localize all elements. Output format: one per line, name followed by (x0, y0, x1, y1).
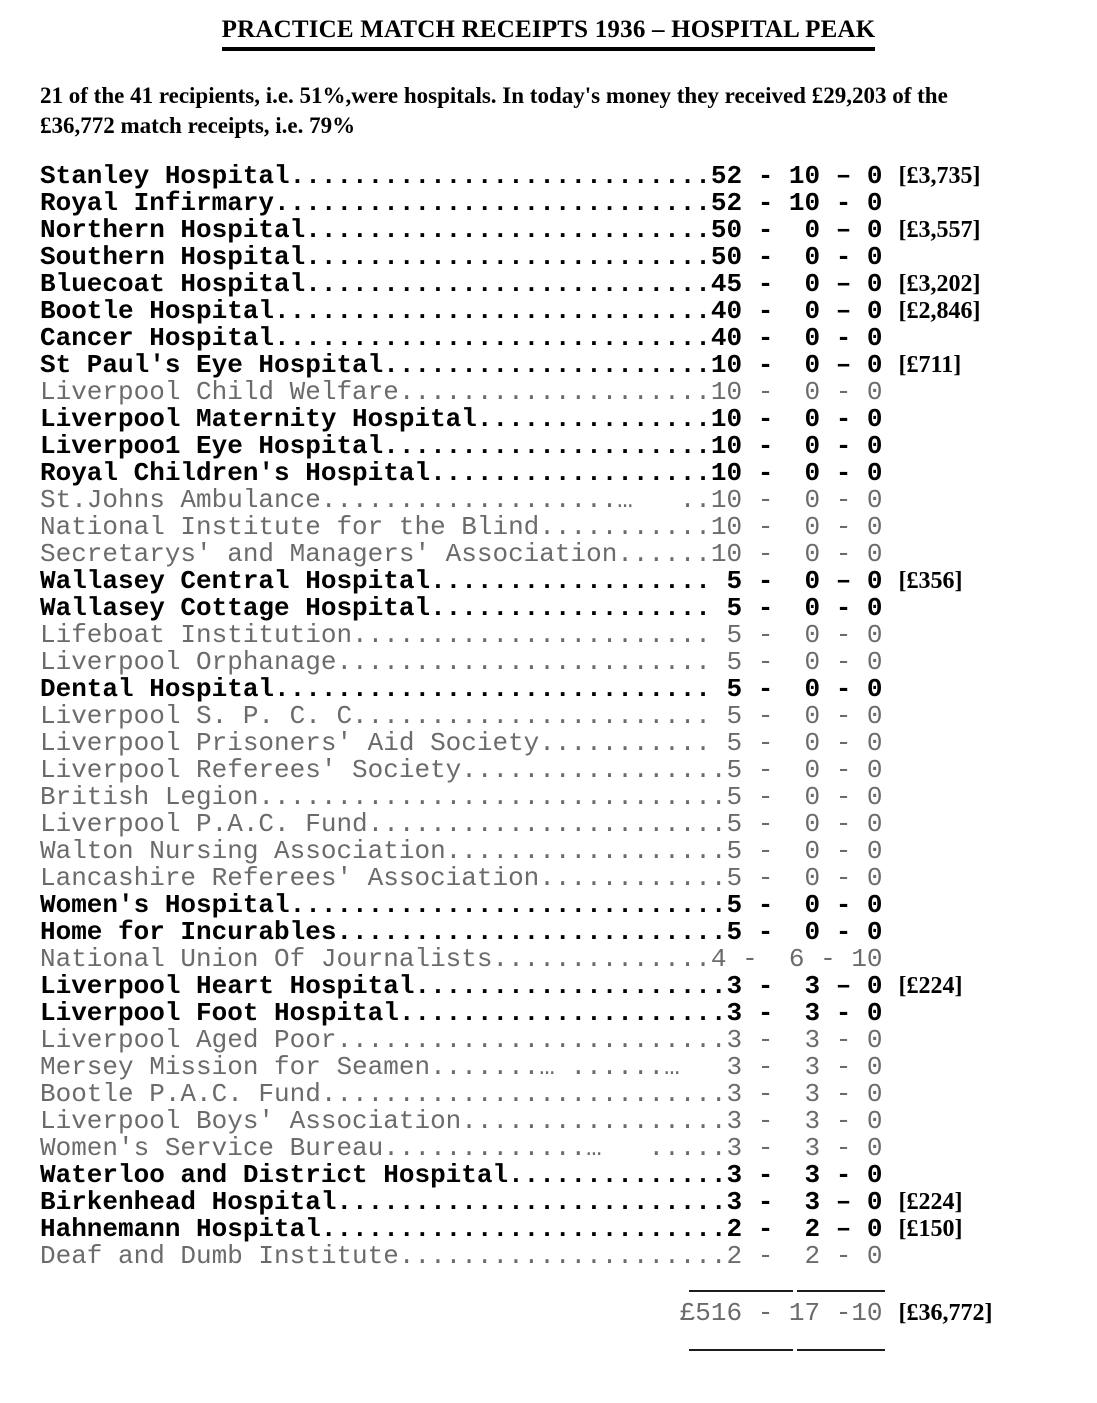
receipt-line: Royal Children's Hospital..................10 - 0 - 0 (40, 458, 883, 488)
receipt-line: Home for Incurables.........................5 - 0 - 0 (40, 917, 883, 947)
receipt-row (40, 1135, 1097, 1162)
receipt-line: Wallasey Central Hospital.................. 5 - 0 – 0 (40, 566, 883, 596)
modern-value: [£356] (898, 568, 963, 594)
receipt-line: Royal Infirmary............................52 - 10 - 0 (40, 188, 883, 218)
receipt-row (40, 514, 1097, 541)
receipt-line: Waterloo and District Hospital..............3 - 3 - 0 (40, 1160, 883, 1190)
receipt-line: Southern Hospital..........................50 - 0 - 0 (40, 242, 883, 272)
receipt-line: Hahnemann Hospital..........................2 - 2 – 0 (40, 1214, 883, 1244)
receipt-line: Liverpool Boys' Association.................3 - 3 - 0 (40, 1106, 883, 1136)
receipt-line: National Institute for the Blind...........10 - 0 - 0 (40, 512, 883, 542)
receipt-line: Bootle P.A.C. Fund..........................3 - 3 - 0 (40, 1079, 883, 1109)
receipt-row (40, 298, 1097, 325)
receipt-row (40, 217, 1097, 244)
receipt-row (40, 703, 1097, 730)
receipt-row (40, 190, 1097, 217)
receipt-row (40, 919, 1097, 946)
receipt-row (40, 622, 1097, 649)
separator-segment (689, 1290, 793, 1292)
receipt-line: Liverpool P.A.C. Fund.......................5 - 0 - 0 (40, 809, 883, 839)
receipt-row (40, 1000, 1097, 1027)
receipt-row (40, 1081, 1097, 1108)
receipt-line: Northern Hospital..........................50 - 0 – 0 (40, 215, 883, 245)
receipt-line: Bootle Hospital............................40 - 0 – 0 (40, 296, 883, 326)
receipt-row (40, 1243, 1097, 1270)
receipt-row (40, 1189, 1097, 1216)
receipt-row (40, 1027, 1097, 1054)
receipt-line: Liverpool Child Welfare....................10 - 0 - 0 (40, 377, 883, 407)
receipt-row (40, 1216, 1097, 1243)
receipt-line: Liverpool Aged Poor.........................3 - 3 - 0 (40, 1025, 883, 1055)
page-title-text: PRACTICE MATCH RECEIPTS 1936 – HOSPITAL PEAK (222, 14, 876, 51)
receipt-row (40, 379, 1097, 406)
receipt-row (40, 487, 1097, 514)
receipt-line: Bluecoat Hospital..........................45 - 0 – 0 (40, 269, 883, 299)
document-page (0, 14, 1097, 1403)
receipt-line: St Paul's Eye Hospital.....................10 - 0 – 0 (40, 350, 883, 380)
receipt-row (40, 541, 1097, 568)
separator-segment (797, 1290, 885, 1292)
receipt-row (40, 433, 1097, 460)
total-modern-value: [£36,772] (898, 1300, 993, 1326)
receipt-line: Mersey Mission for Seamen.......… ......… 3 - 3 - 0 (40, 1052, 883, 1082)
intro-paragraph (40, 81, 1067, 141)
modern-value: [£3,202] (898, 271, 981, 297)
receipt-row (40, 1108, 1097, 1135)
receipt-row (40, 892, 1097, 919)
separator-line-bottom (689, 1349, 1097, 1351)
page-title (0, 14, 1097, 51)
receipt-line: Lifeboat Institution....................... 5 - 0 - 0 (40, 620, 883, 650)
receipt-line: Liverpool Prisoners' Aid Society........... 5 - 0 - 0 (40, 728, 883, 758)
receipt-line: Women's Service Bureau.............… .....3 - 3 - 0 (40, 1133, 883, 1163)
intro-line-2: £36,772 match receipts, i.e. 79% (40, 113, 356, 138)
receipt-line: Secretarys' and Managers' Association......10 - 0 - 0 (40, 539, 883, 569)
receipt-row (40, 406, 1097, 433)
receipt-line: Lancashire Referees' Association............5 - 0 - 0 (40, 863, 883, 893)
receipt-line: Liverpool Foot Hospital.....................3 - 3 - 0 (40, 998, 883, 1028)
separator-segment (797, 1349, 885, 1351)
modern-value: [£3,735] (898, 163, 981, 189)
receipt-line: Wallasey Cottage Hospital.................. 5 - 0 - 0 (40, 593, 883, 623)
total-amount: £516 - 17 -10 (40, 1298, 883, 1328)
receipt-line: Walton Nursing Association..................5 - 0 - 0 (40, 836, 883, 866)
receipt-line: National Union Of Journalists..............4 - 6 - 10 (40, 944, 883, 974)
receipt-row (40, 811, 1097, 838)
receipt-line: Dental Hospital............................ 5 - 0 - 0 (40, 674, 883, 704)
receipt-line: Stanley Hospital...........................52 - 10 – 0 (40, 161, 883, 191)
receipt-line: Cancer Hospital............................40 - 0 - 0 (40, 323, 883, 353)
receipt-line: Liverpool S. P. C. C....................... 5 - 0 - 0 (40, 701, 883, 731)
modern-value: [£224] (898, 973, 963, 999)
receipt-row (40, 271, 1097, 298)
separator-line-top (689, 1290, 1097, 1292)
receipt-row (40, 838, 1097, 865)
intro-line-1: 21 of the 41 recipients, i.e. 51%,were hospitals. In today's money they received £29,203 of the (40, 83, 948, 108)
modern-value: [£2,846] (898, 298, 981, 324)
receipt-line: St.Johns Ambulance...................… ..10 - 0 - 0 (40, 485, 883, 515)
receipt-row (40, 784, 1097, 811)
receipt-row (40, 244, 1097, 271)
receipt-line: Birkenhead Hospital.........................3 - 3 – 0 (40, 1187, 883, 1217)
receipt-row (40, 973, 1097, 1000)
receipt-line: Liverpoo1 Eye Hospital.....................10 - 0 - 0 (40, 431, 883, 461)
receipt-row (40, 946, 1097, 973)
receipt-line: Women's Hospital............................5 - 0 - 0 (40, 890, 883, 920)
receipt-row (40, 865, 1097, 892)
receipt-row (40, 1054, 1097, 1081)
separator-segment (689, 1349, 793, 1351)
receipt-line: British Legion..............................5 - 0 - 0 (40, 782, 883, 812)
receipt-row (40, 730, 1097, 757)
receipt-line: Liverpool Heart Hospital....................3 - 3 – 0 (40, 971, 883, 1001)
receipt-row (40, 757, 1097, 784)
receipt-row (40, 568, 1097, 595)
receipt-row (40, 649, 1097, 676)
receipt-line: Deaf and Dumb Institute.....................2 - 2 - 0 (40, 1241, 883, 1271)
receipt-line: Liverpool Orphanage........................ 5 - 0 - 0 (40, 647, 883, 677)
receipts-list (40, 163, 1097, 1270)
receipt-row (40, 676, 1097, 703)
receipt-row (40, 352, 1097, 379)
receipt-line: Liverpool Referees' Society.................5 - 0 - 0 (40, 755, 883, 785)
receipt-row (40, 163, 1097, 190)
receipt-row (40, 1162, 1097, 1189)
receipt-row (40, 325, 1097, 352)
receipt-row (40, 595, 1097, 622)
modern-value: [£711] (898, 352, 962, 378)
modern-value: [£224] (898, 1189, 963, 1215)
total-row (40, 1300, 1097, 1327)
modern-value: [£150] (898, 1216, 963, 1242)
modern-value: [£3,557] (898, 217, 981, 243)
receipt-row (40, 460, 1097, 487)
receipt-line: Liverpool Maternity Hospital...............10 - 0 - 0 (40, 404, 883, 434)
